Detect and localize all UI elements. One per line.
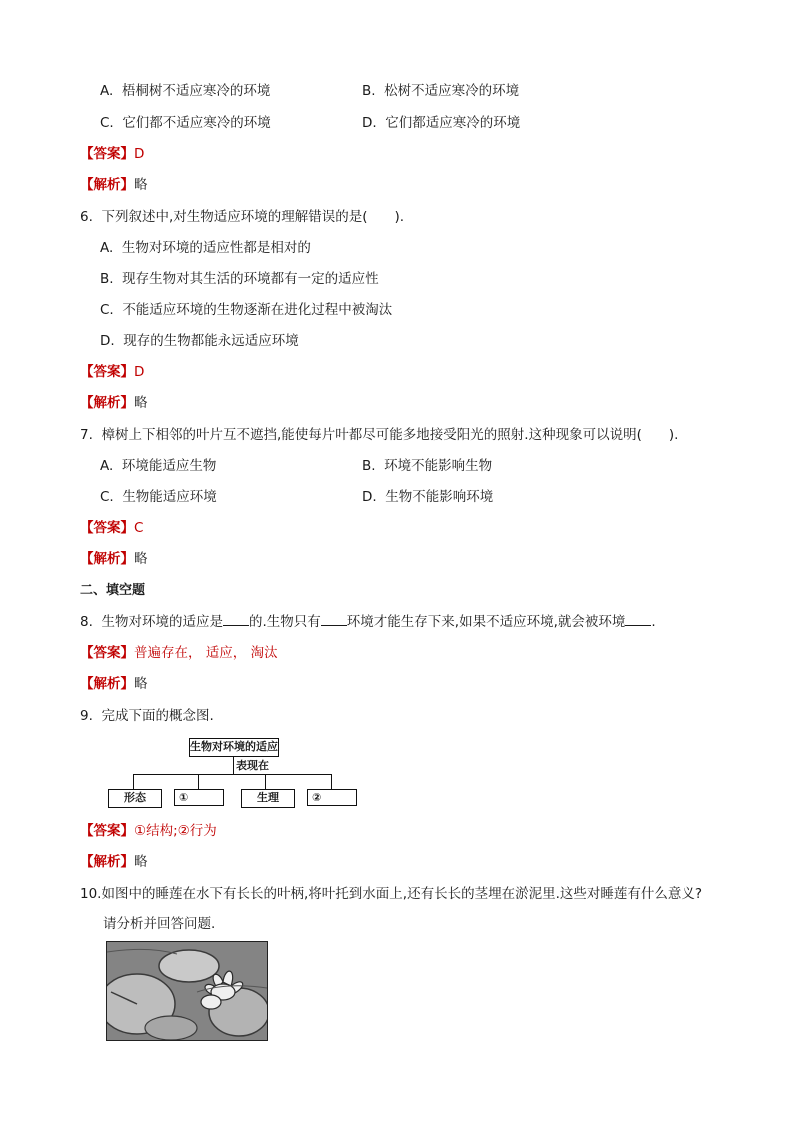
diagram-stem-line — [233, 756, 234, 774]
q5-answer: 【答案】D — [80, 146, 145, 162]
q9-stem: 9. 完成下面的概念图. — [80, 708, 214, 724]
q5-option-c: C. 它们都不适应寒冷的环境 — [100, 115, 271, 131]
q8-blank-2 — [321, 613, 347, 626]
q8-blank-1 — [223, 613, 249, 626]
q8-stem: 8. 生物对环境的适应是 的.生物只有 环境才能生存下来,如果不适应环境,就会被环境 . — [80, 614, 656, 630]
diagram-branch-4 — [331, 774, 332, 789]
q8-blank-3 — [625, 613, 651, 626]
diagram-branch-3 — [265, 774, 266, 789]
q5-option-a: A. 梧桐树不适应寒冷的环境 — [100, 83, 271, 99]
q6-stem: 6. 下列叙述中,对生物适应环境的理解错误的是( ). — [80, 209, 405, 225]
diagram-leaf-morphology: 形态 — [108, 789, 162, 808]
water-lily-illustration — [107, 942, 267, 1040]
q6-answer: 【答案】D — [80, 364, 145, 380]
water-lily-image — [106, 941, 268, 1041]
q6-option-b: B. 现存生物对其生活的环境都有一定的适应性 — [100, 271, 379, 287]
q5-option-b: B. 松树不适应寒冷的环境 — [362, 83, 520, 99]
q6-option-a: A. 生物对环境的适应性都是相对的 — [100, 240, 311, 256]
q10-stem-continued: 请分析并回答问题. — [103, 916, 216, 932]
q6-analysis: 【解析】略 — [80, 395, 148, 411]
diagram-link-label: 表现在 — [236, 759, 269, 772]
diagram-branch-2 — [198, 774, 199, 789]
q9-analysis: 【解析】略 — [80, 854, 148, 870]
q7-option-a: A. 环境能适应生物 — [100, 458, 217, 474]
q7-option-c: C. 生物能适应环境 — [100, 489, 217, 505]
q7-option-b: B. 环境不能影响生物 — [362, 458, 493, 474]
q7-stem: 7. 樟树上下相邻的叶片互不遮挡,能使每片叶都尽可能多地接受阳光的照射.这种现象可以说明( ). — [80, 427, 679, 443]
q8-analysis: 【解析】略 — [80, 676, 148, 692]
q8-answer: 【答案】普遍存在， 适应， 淘汰 — [80, 645, 278, 661]
diagram-root-box: 生物对环境的适应 — [189, 738, 279, 757]
q7-option-d: D. 生物不能影响环境 — [362, 489, 494, 505]
q6-option-c: C. 不能适应环境的生物逐渐在进化过程中被淘汰 — [100, 302, 393, 318]
q7-analysis: 【解析】略 — [80, 551, 148, 567]
diagram-leaf-blank-2: ② — [307, 789, 357, 806]
diagram-branch-line — [133, 774, 331, 775]
section-heading: 二、填空题 — [80, 583, 146, 598]
q10-stem: 10.如图中的睡莲在水下有长长的叶柄,将叶托到水面上,还有长长的茎埋在淤泥里.这些对睡莲有什么意义? — [80, 886, 703, 902]
q5-analysis: 【解析】略 — [80, 177, 148, 193]
diagram-leaf-blank-1: ① — [174, 789, 224, 806]
q6-option-d: D. 现存的生物都能永远适应环境 — [100, 333, 299, 349]
diagram-leaf-physiology: 生理 — [241, 789, 295, 808]
q5-option-d: D. 它们都适应寒冷的环境 — [362, 115, 521, 131]
q9-answer: 【答案】①结构;②行为 — [80, 823, 217, 839]
q7-answer: 【答案】C — [80, 520, 144, 536]
diagram-branch-1 — [133, 774, 134, 789]
